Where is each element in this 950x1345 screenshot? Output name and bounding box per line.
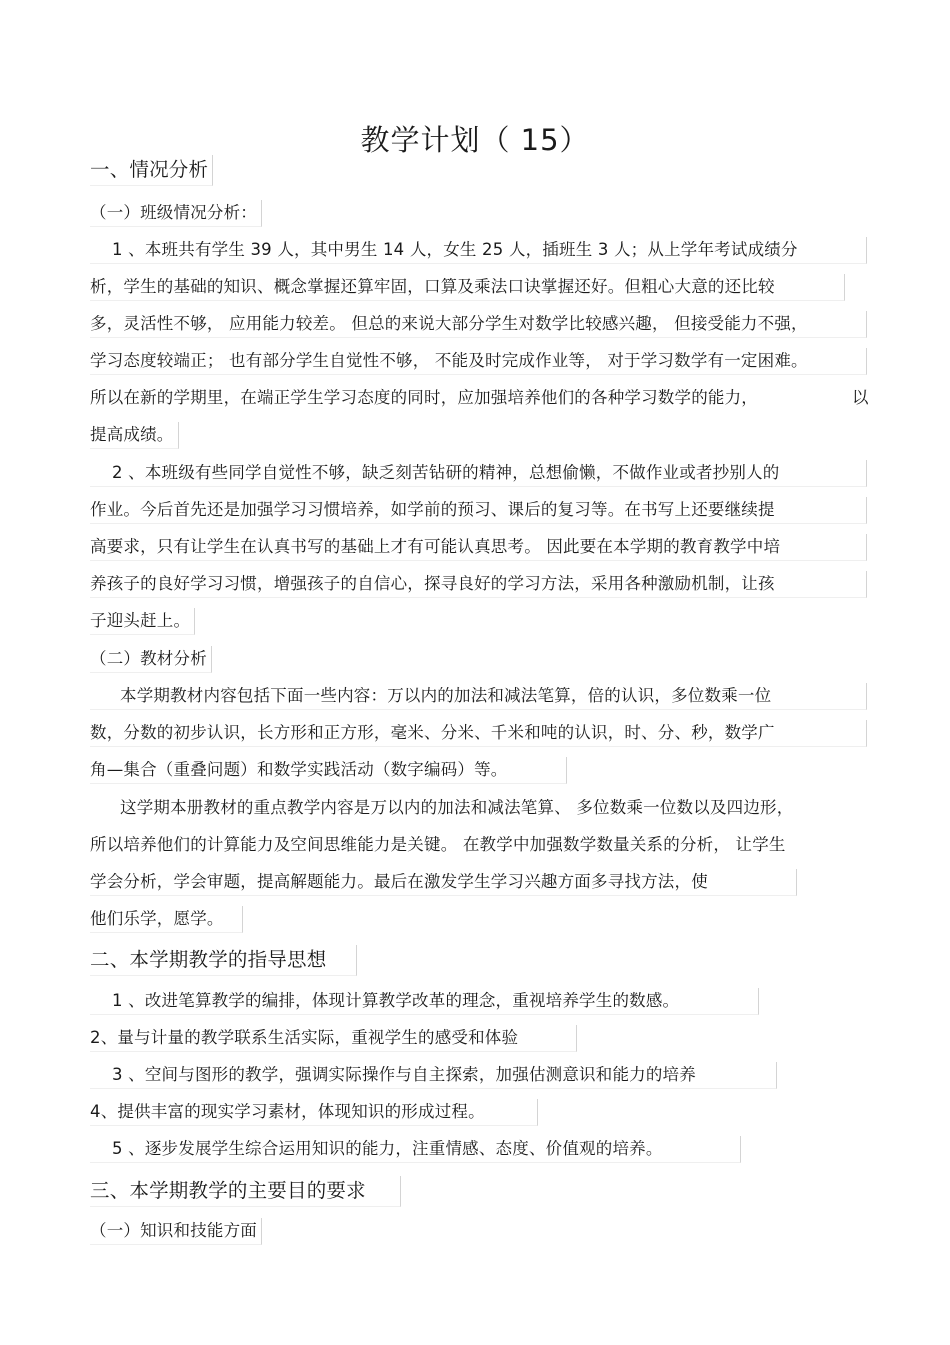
paragraph-line: 养孩子的良好学习习惯，增强孩子的自信心，探寻良好的学习方法，采用各种激励机制，让孩 (90, 571, 867, 598)
subsection-textbook-analysis: （二）教材分析 (90, 646, 212, 673)
guideline-item: 1 、改进笔算教学的编排，体现计算教学改革的理念，重视培养学生的数感。 (90, 988, 759, 1015)
section-heading-3: 三、本学期教学的主要目的要求 (90, 1176, 401, 1207)
paragraph-line: 多，灵活性不够， 应用能力较差。 但总的来说大部分学生对数学比较感兴趣， 但接受能力不强， (90, 311, 867, 338)
paragraph-line: 他们乐学，愿学。 (90, 906, 243, 933)
paragraph-line: 子迎头赶上。 (90, 608, 195, 635)
paragraph-line: 本学期教材内容包括下面一些内容：万以内的加法和减法笔算，倍的认识，多位数乘一位 (90, 683, 867, 710)
guideline-item: 3 、空间与图形的教学，强调实际操作与自主探索，加强估测意识和能力的培养 (90, 1062, 777, 1089)
paragraph-line: 提高成绩。 (90, 422, 179, 449)
paragraph-line: 学习态度较端正； 也有部分学生自觉性不够， 不能及时完成作业等， 对于学习数学有一定困难。 (90, 348, 867, 375)
paragraph-line: 高要求，只有让学生在认真书写的基础上才有可能认真思考。 因此要在本学期的教育教学中培 (90, 534, 867, 561)
subsection-class-analysis: （一）班级情况分析： (90, 200, 262, 227)
document-title: 教学计划（ 15） (360, 123, 590, 157)
paragraph-line-tail: 以 (852, 388, 869, 407)
paragraph-line: 作业。今后首先还是加强学习习惯培养，如学前的预习、课后的复习等。在书写上还要继续提 (90, 497, 867, 524)
paragraph-line: 数，分数的初步认识，长方形和正方形，毫米、分米、千米和吨的认识，时、分、秒，数学广 (90, 720, 867, 747)
paragraph-line: 这学期本册教材的重点教学内容是万以内的加法和减法笔算、 多位数乘一位数以及四边形， (120, 798, 794, 817)
paragraph-line: 2 、本班级有些同学自觉性不够，缺乏刻苦钻研的精神，总想偷懒，不做作业或者抄别人的 (90, 460, 867, 487)
paragraph-line: 所以在新的学期里，在端正学生学习态度的同时，应加强培养他们的各种学习数学的能力， (90, 388, 758, 407)
paragraph-line: 析，学生的基础的知识、概念掌握还算牢固，口算及乘法口诀掌握还好。但粗心大意的还比较 (90, 274, 845, 301)
guideline-item: 5 、逐步发展学生综合运用知识的能力，注重情感、态度、价值观的培养。 (90, 1136, 741, 1163)
subsection-knowledge-skills: （一）知识和技能方面 (90, 1218, 262, 1245)
guideline-item: 4、提供丰富的现实学习素材，体现知识的形成过程。 (90, 1099, 538, 1126)
section-heading-1: 一、情况分析 (90, 155, 213, 186)
paragraph-line: 角—集合（重叠问题）和数学实践活动（数字编码）等。 (90, 757, 567, 784)
guideline-item: 2、量与计量的教学联系生活实际，重视学生的感受和体验 (90, 1025, 577, 1052)
section-heading-2: 二、本学期教学的指导思想 (90, 945, 357, 976)
paragraph-line: 所以培养他们的计算能力及空间思维能力是关键。 在教学中加强数学数量关系的分析， 让学生 (90, 835, 786, 854)
paragraph-line: 学会分析，学会审题，提高解题能力。最后在激发学生学习兴趣方面多寻找方法，使 (90, 869, 797, 896)
paragraph-line: 1 、本班共有学生 39 人，其中男生 14 人，女生 25 人，插班生 3 人；从上学年考试成绩分 (90, 237, 867, 264)
